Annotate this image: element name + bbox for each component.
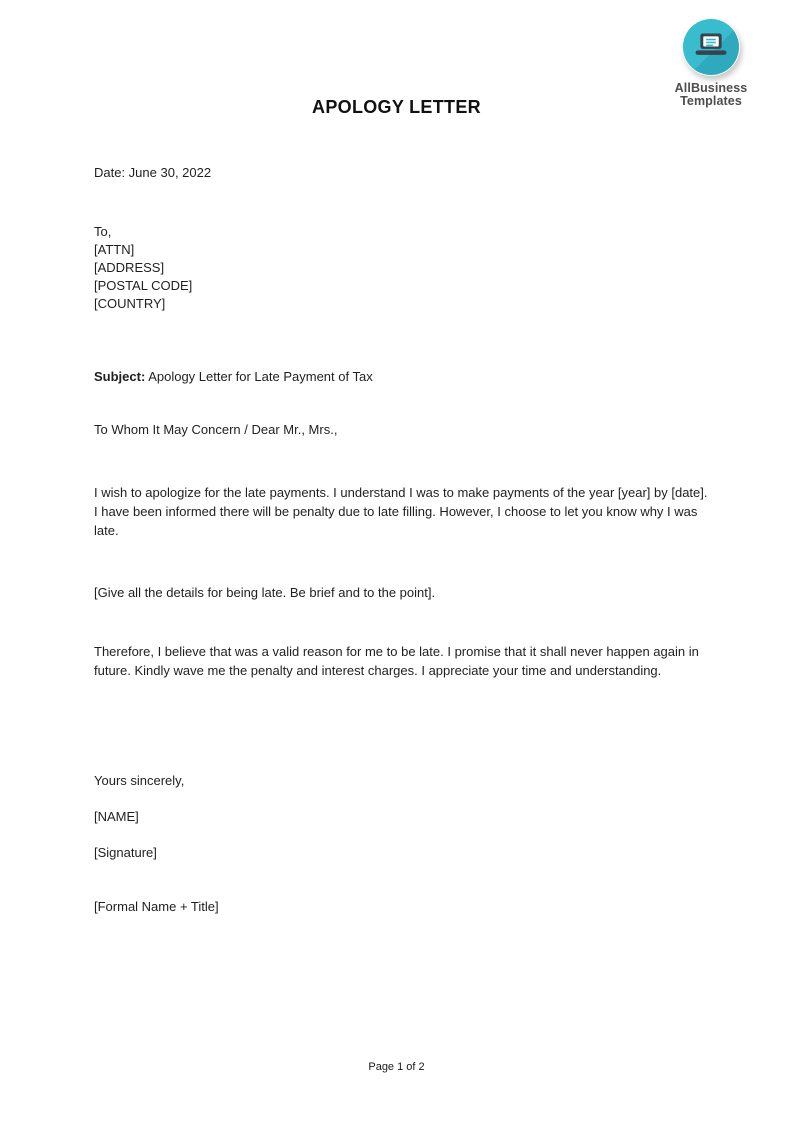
recipient-line: [POSTAL CODE] [94,278,193,293]
page-number: Page 1 of 2 [368,1061,425,1073]
salutation: To Whom It May Concern / Dear Mr., Mrs., [94,422,338,437]
recipient-line: [COUNTRY] [94,296,166,311]
brand-name-line2: Templates [680,94,742,108]
body-paragraph-1: I wish to apologize for the late payments. I understand I was to make payments of the year [year] by [date]. I have been informed there will be penalty due to late filling. However, I choose to let you know why I was late. [94,485,708,538]
details-placeholder: [Give all the details for being late. Be brief and to the point]. [94,585,436,600]
date-line: Date: June 30, 2022 [94,165,212,180]
brand-logo [665,18,757,108]
subject-line [94,367,708,386]
name-placeholder: [NAME] [94,809,139,824]
recipient-line: [ATTN] [94,242,135,257]
brand-name-line1: AllBusiness [674,81,748,95]
formal-name-placeholder: [Formal Name + Title] [94,899,219,914]
recipient-block [94,223,708,313]
subject-label: Subject: [94,369,146,384]
signature-placeholder: [Signature] [94,845,157,860]
page-title: APOLOGY LETTER [312,97,481,117]
recipient-line: [ADDRESS] [94,260,165,275]
closing-line: Yours sincerely, [94,773,185,788]
subject-text: Apology Letter for Late Payment of Tax [148,369,373,384]
laptop-icon [682,18,740,76]
recipient-line: To, [94,224,112,239]
body-paragraph-2: Therefore, I believe that was a valid reason for me to be late. I promise that it shall never happen again in future. Kindly wave me the penalty and interest charges. I appreciate your time and understanding. [94,644,699,678]
